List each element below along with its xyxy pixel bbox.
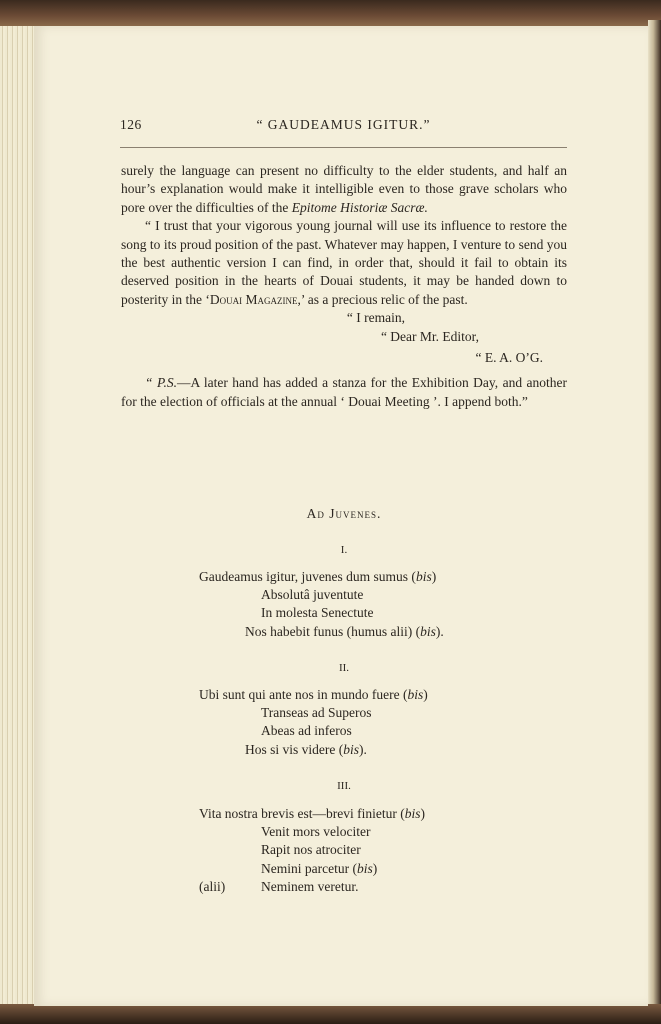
header-rule: [120, 147, 567, 148]
magazine-name: Douai Magazine: [209, 291, 298, 307]
stanza-number: III.: [337, 780, 351, 792]
page-number: 126: [120, 117, 142, 132]
closing-remain: “ I remain,: [346, 310, 405, 326]
body-text: [121, 162, 567, 411]
postscript: “ P.S.—A later hand has added a stanza for the Exhibition Day, and another for the election of officials at the annual ‘ Douai Meeting ’. I append both.”: [121, 375, 568, 409]
book-right-edge: [648, 20, 661, 1010]
stanza-3: [199, 805, 425, 896]
book-top-edge: [0, 0, 661, 26]
poem-title: Ad Juvenes.: [306, 506, 382, 521]
stanza-number: II.: [338, 662, 350, 674]
running-title: “ GAUDEAMUS IGITUR.”: [256, 117, 431, 132]
stanza-number: I.: [340, 544, 348, 556]
verse-line: Transeas ad Superos: [261, 705, 372, 721]
verse-line: Gaudeamus igitur, juvenes dum sumus (bis): [199, 569, 437, 584]
page-header: [120, 117, 567, 137]
verse-line: Abeas ad inferos: [261, 723, 352, 739]
verse-line: Ubi sunt qui ante nos in mundo fuere (bis): [199, 687, 428, 702]
epitome-title: Epitome Historiæ Sacræ.: [291, 199, 428, 215]
stanza-1: [199, 568, 444, 641]
verse-line: Absolutâ juventute: [261, 587, 364, 603]
page-stack-edge: [0, 26, 35, 1006]
verse-line: (alii) Neminem veretur.: [261, 878, 487, 896]
verse-line: Nos habebit funus (humus alii) (bis).: [245, 623, 444, 639]
verse-line: Vita nostra brevis est—brevi finietur (bis): [199, 806, 426, 821]
stanza-2: [199, 686, 428, 759]
verse-line: Venit mors velociter: [261, 824, 371, 840]
paragraph-1: surely the language can present no difficulty to the elder students, and half an hour’s explanation would make it intelligible even to those grave scholars who pore over the difficulties of the Epitome Historiæ Sacræ.: [121, 163, 567, 215]
signature: “ E. A. O’G.: [475, 350, 543, 366]
verse-line: Rapit nos atrociter: [261, 842, 361, 858]
verse-line: In molesta Senectute: [261, 605, 374, 621]
paragraph-2: “ I trust that your vigorous young journal will use its influence to restore the song to its proud position of the past. Whatever may happen, I venture to send you the best authentic version I can find, in order that, should it fail to obtain its deserved position in the hearts of Douai students, it may be handed down to posterity in the ‘Douai Magazine,’ as a precious relic of the past.: [121, 218, 567, 307]
closing-salutation: “ Dear Mr. Editor,: [380, 328, 479, 344]
letter-closing: [121, 309, 567, 367]
alii-marker: (alii): [199, 878, 226, 894]
postscript-label: “ P.S.: [145, 375, 177, 391]
book-bottom-edge: [0, 1004, 661, 1024]
verse-line: Nemini parcetur (bis): [261, 860, 378, 876]
verse-line: Hos si vis videre (bis).: [245, 741, 367, 757]
